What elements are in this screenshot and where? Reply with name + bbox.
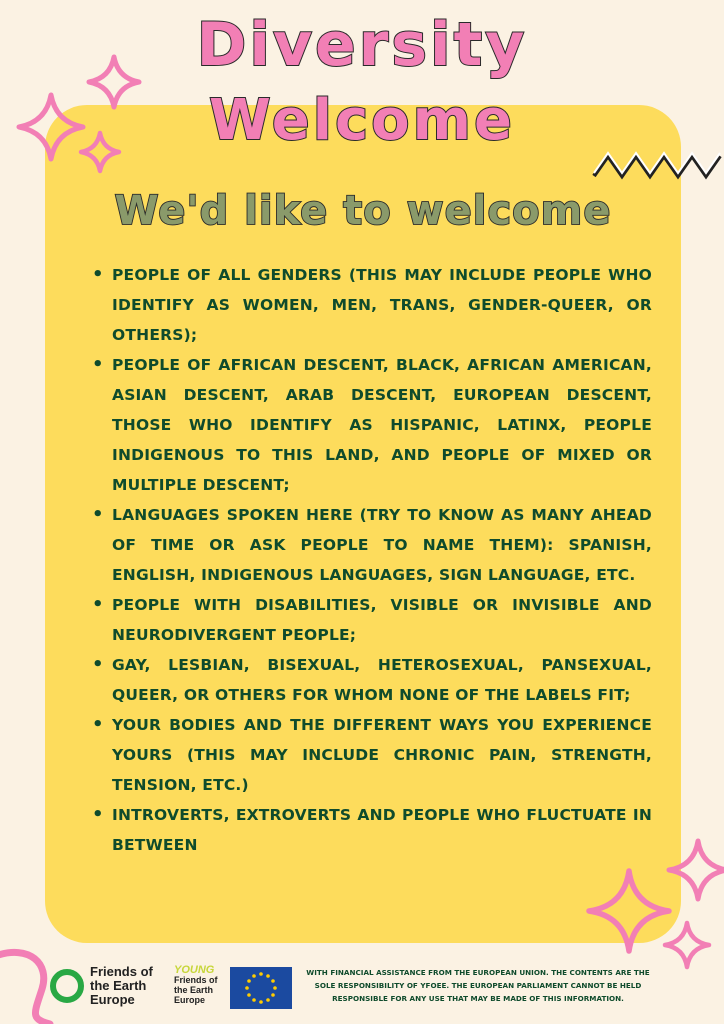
list-item-text: YOUR BODIES AND THE DIFFERENT WAYS YOU EXPERIENCE YOURS (THIS MAY INCLUDE CHRONIC PAIN, STRENGTH, TENSION, ETC.)	[112, 716, 652, 794]
list-item-text: INTROVERTS, EXTROVERTS AND PEOPLE WHO FLUCTUATE IN BETWEEN	[112, 806, 652, 854]
section-subtitle: We'd like to welcome	[114, 188, 612, 234]
page-title-line-1: Diversity	[196, 10, 528, 80]
list-item	[90, 350, 652, 500]
eu-flag-icon	[230, 967, 292, 1009]
list-item-text: PEOPLE OF AFRICAN DESCENT, BLACK, AFRICAN AMERICAN, ASIAN DESCENT, ARAB DESCENT, EUROPEAN DESCENT, THOSE WHO IDENTIFY AS HISPANIC, LATINX, PEOPLE INDIGENOUS TO THIS LAND, AND PEOPLE OF MIXED OR MULTIPLE DESCENT;	[112, 356, 652, 494]
list-item-text: PEOPLE OF ALL GENDERS (THIS MAY INCLUDE PEOPLE WHO IDENTIFY AS WOMEN, MEN, TRANS, GENDER-QUEER, OR OTHERS);	[112, 266, 652, 344]
foe-logo-icon	[50, 969, 84, 1003]
bullet-icon: •	[92, 714, 104, 735]
list-item	[90, 650, 652, 710]
bullet-icon: •	[92, 354, 104, 375]
list-item	[90, 500, 652, 590]
list-item	[90, 590, 652, 650]
bullet-icon: •	[92, 654, 104, 675]
list-item	[90, 800, 652, 860]
page-title-line-2: Welcome	[209, 88, 515, 153]
bullet-icon: •	[92, 804, 104, 825]
young-foe-logo: YOUNG Friends of the Earth Europe	[174, 964, 218, 1005]
sparkle-icon	[586, 868, 672, 954]
footer	[0, 960, 724, 1024]
list-item	[90, 710, 652, 800]
list-item-text: LANGUAGES SPOKEN HERE (TRY TO KNOW AS MANY AHEAD OF TIME OR ASK PEOPLE TO NAME THEM): SPANISH, ENGLISH, INDIGENOUS LANGUAGES, SIGN LANGUAGE, ETC.	[112, 506, 652, 584]
funding-disclaimer: WITH FINANCIAL ASSISTANCE FROM THE EUROPEAN UNION. THE CONTENTS ARE THE SOLE RESPONSIBILITY OF YFOEE. THE EUROPEAN PARLIAMENT CANNOT BE HELD RESPONSIBLE FOR ANY USE THAT MAY BE MADE OF THIS INFORMATION.	[306, 968, 650, 1003]
list-item-text: GAY, LESBIAN, BISEXUAL, HETEROSEXUAL, PANSEXUAL, QUEER, OR OTHERS FOR WHOM NONE OF THE LABELS FIT;	[112, 656, 652, 704]
bullet-icon: •	[92, 594, 104, 615]
foe-logo	[50, 965, 153, 1007]
list-item-text: PEOPLE WITH DISABILITIES, VISIBLE OR INVISIBLE AND NEURODIVERGENT PEOPLE;	[112, 596, 652, 644]
bullet-icon: •	[92, 264, 104, 285]
bullet-icon: •	[92, 504, 104, 525]
welcome-list	[90, 260, 652, 860]
sparkle-icon	[666, 838, 724, 902]
foe-logo-text: Friends of the Earth Europe	[90, 964, 153, 1007]
list-item	[90, 260, 652, 350]
